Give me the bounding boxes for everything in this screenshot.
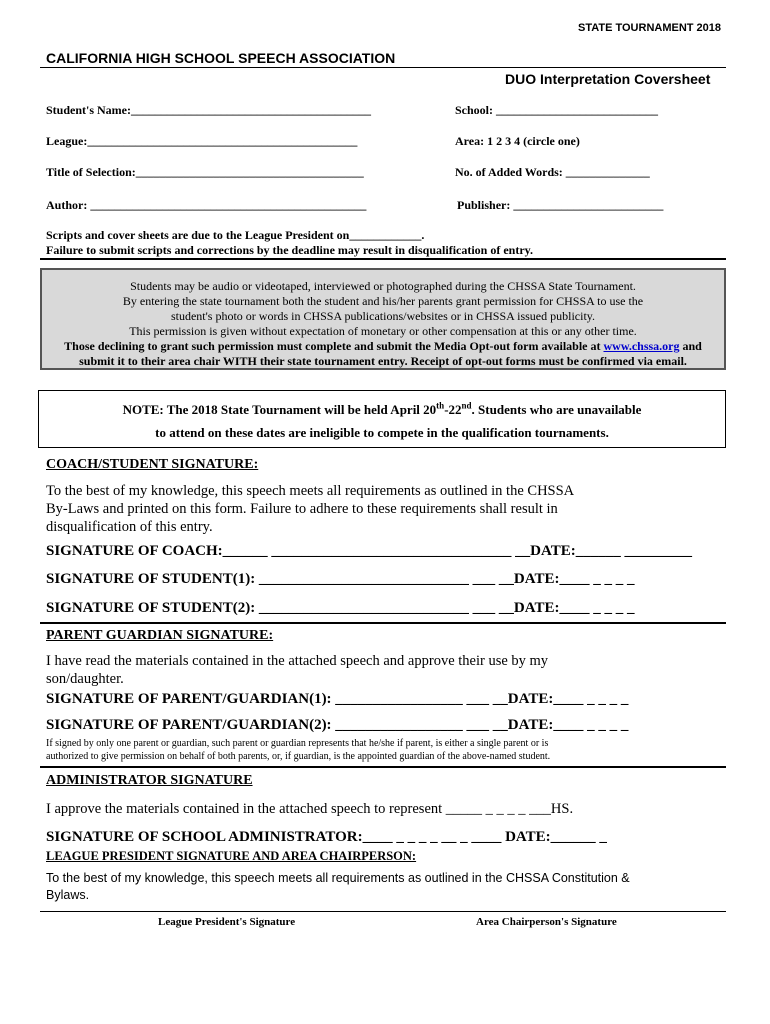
league-text: Bylaws. (46, 888, 90, 902)
president-signature-rule[interactable] (40, 911, 726, 912)
media-notice-text: Those declining to grant such permission must complete and submit the Media Opt-out form available at (64, 339, 604, 353)
tournament-label: STATE TOURNAMENT 2018 (578, 22, 722, 34)
school-field[interactable]: School: ___________________________ (455, 103, 659, 117)
media-notice-line: Students may be audio or videotaped, interviewed or photographed during the CHSSA State Tournament. (130, 279, 636, 293)
media-notice-line (42, 339, 724, 353)
league-president-signature-label: League President's Signature (158, 916, 296, 928)
author-field[interactable]: Author: ______________________________________________ (46, 198, 367, 212)
organization-title: CALIFORNIA HIGH SCHOOL SPEECH ASSOCIATION (46, 50, 396, 66)
media-notice-line: This permission is given without expectation of monetary or other compensation at this or any other time. (129, 324, 637, 338)
divider (40, 258, 726, 260)
parent-fine-print: If signed by only one parent or guardian, such parent or guardian represents that he/she if parent, is either a single parent or is (46, 738, 549, 749)
added-words-field[interactable]: No. of Added Words: ______________ (455, 165, 650, 179)
area-field[interactable]: Area: 1 2 3 4 (circle one) (455, 134, 580, 148)
league-text: To the best of my knowledge, this speech meets all requirements as outlined in the CHSSA Constitution & (46, 871, 630, 885)
media-notice-text: and (679, 339, 702, 353)
parent-heading: PARENT GUARDIAN SIGNATURE: (46, 628, 274, 643)
coach-text: By-Laws and printed on this form. Failure to adhere to these requirements shall result in (46, 501, 558, 517)
league-field[interactable]: League:_____________________________________________ (46, 134, 358, 148)
media-notice-box (40, 268, 726, 370)
title-of-selection-field[interactable]: Title of Selection:______________________________________ (46, 165, 364, 179)
coach-signature-line[interactable]: SIGNATURE OF COACH:______ ________________________________ __DATE:______ _________ (46, 543, 692, 559)
administrator-heading: ADMINISTRATOR SIGNATURE (46, 773, 253, 788)
league-president-heading: LEAGUE PRESIDENT SIGNATURE AND AREA CHAIRPERSON: (46, 849, 417, 863)
note-text: . Students who are unavailable (471, 402, 642, 417)
note-text: -22 (444, 402, 462, 417)
coach-text: To the best of my knowledge, this speech meets all requirements as outlined in the CHSSA (46, 483, 575, 499)
note-sup: th (436, 400, 445, 411)
deadline-text: Scripts and cover sheets are due to the League President on____________. (46, 228, 425, 242)
note-text: NOTE: The 2018 State Tournament will be held April 20 (122, 402, 437, 417)
header-rule (40, 67, 726, 68)
coach-text: disqualification of this entry. (46, 519, 213, 535)
parent-text: I have read the materials contained in the attached speech and approve their use by my (46, 653, 549, 669)
area-chairperson-signature-label: Area Chairperson's Signature (476, 916, 617, 928)
media-notice-line: student's photo or words in CHSSA publications/websites or in CHSSA issued publicity. (170, 309, 596, 323)
note-sup: nd (461, 400, 472, 411)
parent-text: son/daughter. (46, 671, 124, 687)
parent-fine-print: authorized to give permission on behalf of both parents, or, if guardian, is the appointed guardian of the above-named student. (46, 751, 551, 762)
parent2-signature-line[interactable]: SIGNATURE OF PARENT/GUARDIAN(2): _________________ ___ __DATE:____ _ _ _ _ (46, 717, 629, 733)
divider (40, 622, 726, 624)
administrator-signature-line[interactable]: SIGNATURE OF SCHOOL ADMINISTRATOR:____ _ _ _ _ __ _ ____ DATE:______ _ (46, 829, 607, 845)
coversheet-title: DUO Interpretation Coversheet (505, 71, 711, 87)
student-name-field[interactable]: Student's Name:________________________________________ (46, 103, 372, 117)
tournament-note-box (38, 390, 726, 448)
administrator-text[interactable]: I approve the materials contained in the attached speech to represent _____ _ _ _ _ ___HS. (46, 801, 574, 817)
student2-signature-line[interactable]: SIGNATURE OF STUDENT(2): ____________________________ ___ __DATE:____ _ _ _ _ (46, 600, 635, 616)
media-notice-line: By entering the state tournament both the student and his/her parents grant permission for CHSSA to use the (122, 294, 644, 308)
parent1-signature-line[interactable]: SIGNATURE OF PARENT/GUARDIAN(1): _________________ ___ __DATE:____ _ _ _ _ (46, 691, 629, 707)
divider (40, 766, 726, 768)
note-line (39, 402, 725, 418)
note-line: to attend on these dates are ineligible to compete in the qualification tournaments. (155, 425, 609, 440)
deadline-warning: Failure to submit scripts and corrections by the deadline may result in disqualification of entry. (46, 243, 534, 257)
chssa-link[interactable]: www.chssa.org (603, 339, 680, 353)
publisher-field[interactable]: Publisher: _________________________ (457, 198, 664, 212)
media-notice-line: submit it to their area chair WITH their state tournament entry. Receipt of opt-out forms must be confirmed via email. (79, 354, 687, 368)
student1-signature-line[interactable]: SIGNATURE OF STUDENT(1): ____________________________ ___ __DATE:____ _ _ _ _ (46, 571, 635, 587)
coach-student-heading: COACH/STUDENT SIGNATURE: (46, 457, 259, 472)
